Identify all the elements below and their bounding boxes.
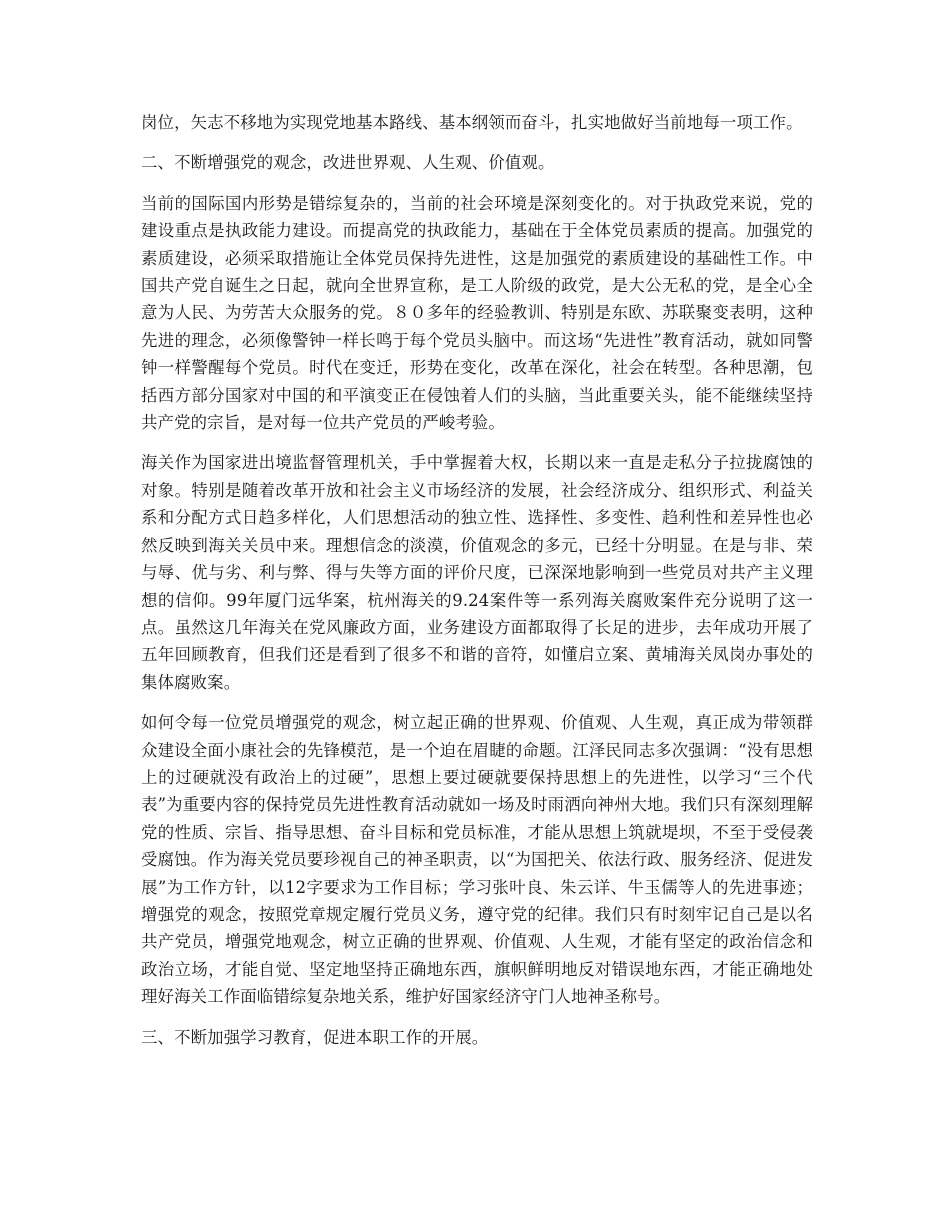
paragraph-continuation: 岗位，矢志不移地为实现党地基本路线、基本纲领而奋斗，扎实地做好当前地每一项工作。 [141,113,803,132]
section-heading-2: 二、不断增强党的观念，改进世界观、人生观、价值观。 [141,153,555,173]
paragraph-party-concept: 如何令每一位党员增强党的观念，树立起正确的世界观、价值观、人生观，真正成为带领群众建设全面小康社会的先锋模范，是一个迫在眉睫的命题。江泽民同志多次强调：“没有思想上的过硬就没有政治上的过硬”，思想上要过硬就要保持思想上的先进性，以学习“三个代表”为重要内容的保持党员先进性教育活动就如一场及时雨洒向神州大地。我们只有深刻理解党的性质、宗旨、指导思想、奋斗目标和党员标准，才能从思想上筑就堤坝，不至于受侵袭受腐蚀。作为海关党员要珍视自己的神圣职责，以“为国把关、依法行政、服务经济、促进发展”为工作方针，以12字要求为工作目标；学习张叶良、朱云详、牛玉儒等人的先进事迹；增强党的观念，按照党章规定履行党员义务，遵守党的纪律。我们只有时刻牢记自己是以名共产党员，增强党地观念，树立正确的世界观、价值观、人生观，才能有坚定的政治信念和政治立场，才能自觉、坚定地坚持正确地东西，旗帜鲜明地反对错误地东西，才能正确地处理好海关工作面临错综复杂地关系，维护好国家经济守门人地神圣称号。 [141,713,813,1007]
section-heading-3: 三、不断加强学习教育，促进本职工作的开展。 [141,1027,489,1047]
paragraph-customs: 海关作为国家进出境监督管理机关，手中掌握着大权，长期以来一直是走私分子拉拢腐蚀的对象。特别是随着改革开放和社会主义市场经济的发展，社会经济成分、组织形式、利益关系和分配方式日趋多样化，人们思想活动的独立性、选择性、多变性、趋利性和差异性也必然反映到海关关员中来。理想信念的淡漠，价值观念的多元，已经十分明显。在是与非、荣与辱、优与劣、利与弊、得与失等方面的评价尺度，已深深地影响到一些党员对共产主义理想的信仰。99年厦门远华案，杭州海关的9.24案件等一系列海关腐败案件充分说明了这一点。虽然这几年海关在党风廉政方面，业务建设方面都取得了长足的进步，去年成功开展了五年回顾教育，但我们还是看到了很多不和谐的音符，如懂启立案、黄埔海关凤岗办事处的集体腐败案。 [141,453,813,692]
paragraph-situation: 当前的国际国内形势是错综复杂的，当前的社会环境是深刻变化的。对于执政党来说，党的建设重点是执政能力建设。而提高党的执政能力，基础在于全体党员素质的提高。加强党的素质建设，必须采取措施让全体党员保持先进性，这是加强党的素质建设的基础性工作。中国共产党自诞生之日起，就向全世界宣称，是工人阶级的政党，是大公无私的党，是全心全意为人民、为劳苦大众服务的党。８０多年的经验教训、特别是东欧、苏联聚变表明，这种先进的理念，必须像警钟一样长鸣于每个党员头脑中。而这场“先进性”教育活动，就如同警钟一样警醒每个党员。时代在变迁，形势在变化，改革在深化，社会在转型。各种思潮，包括西方部分国家对中国的和平演变正在侵蚀着人们的头脑，当此重要关头，能不能继续坚持共产党的宗旨，是对每一位共产党员的严峻考验。 [141,193,813,433]
document-body [141,109,813,1064]
